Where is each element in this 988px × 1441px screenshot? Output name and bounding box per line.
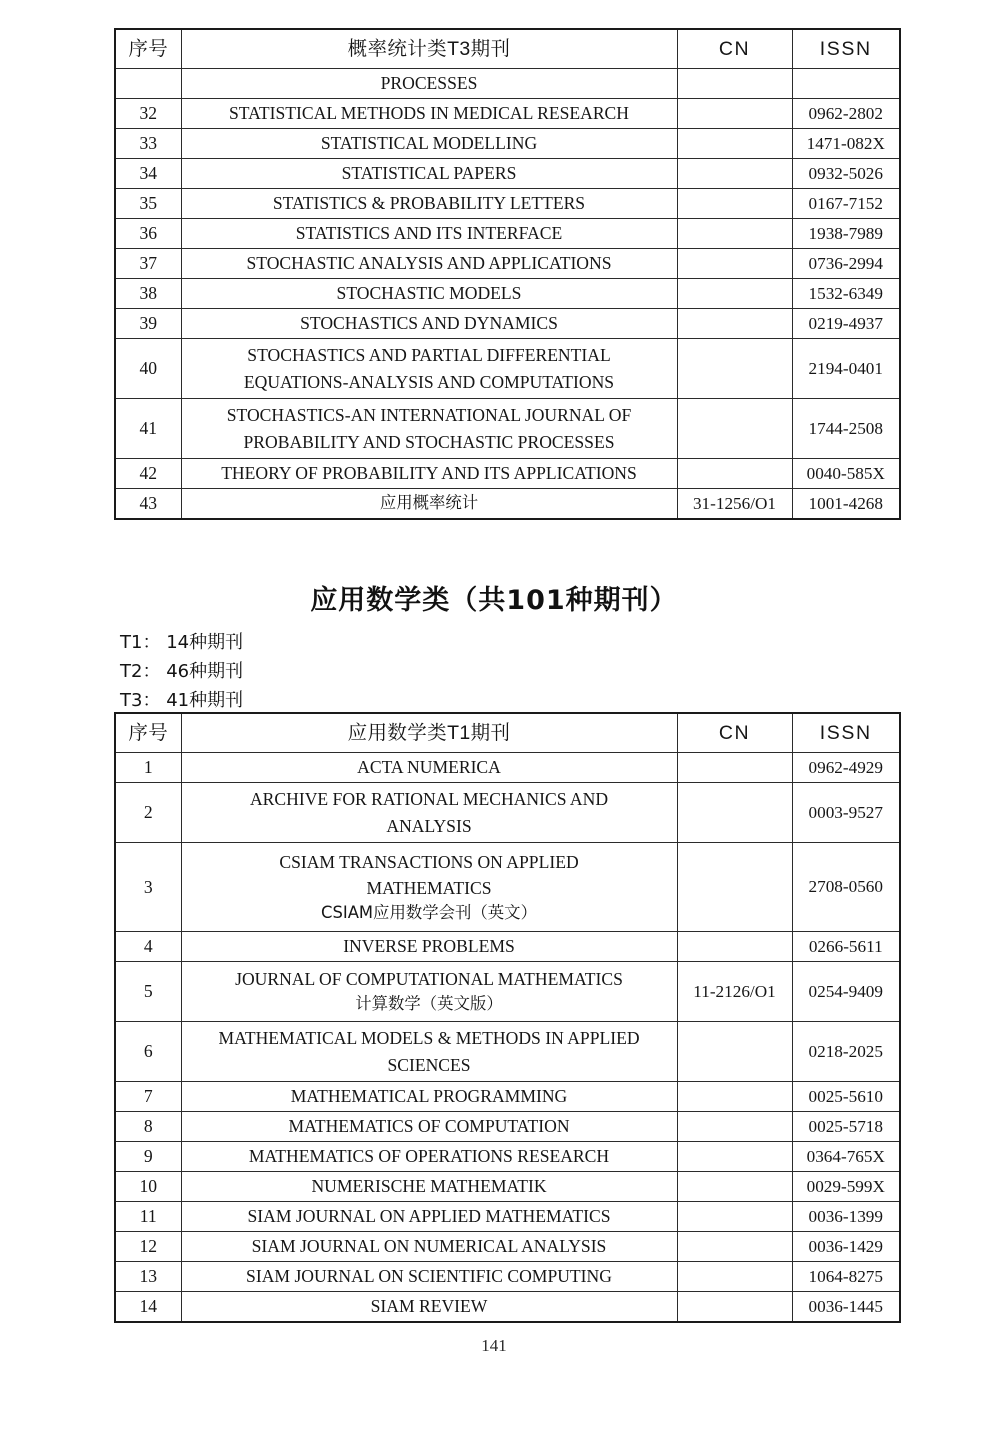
cell-issn-number: 0962-2802 — [792, 99, 900, 129]
cell-cn-number — [677, 1142, 792, 1172]
cell-journal-title — [181, 129, 677, 159]
cell-cn-number — [677, 219, 792, 249]
column-header-title: 概率统计类T3期刊 — [181, 29, 677, 69]
cell-cn-number — [677, 783, 792, 843]
cell-sequence-number: 36 — [115, 219, 181, 249]
journal-title-line: MATHEMATICS — [366, 877, 492, 898]
cell-issn-number: 0036-1445 — [792, 1292, 900, 1322]
cell-cn-number: 31-1256/O1 — [677, 489, 792, 519]
journal-title-line: STATISTICAL PAPERS — [341, 163, 517, 184]
table-row — [115, 309, 900, 339]
tier-count: 46种期刊 — [166, 661, 244, 682]
journal-title-line: STOCHASTICS AND DYNAMICS — [300, 313, 558, 334]
tier-label: T1： — [120, 632, 161, 653]
cell-issn-number: 1938-7989 — [792, 219, 900, 249]
journal-title-line: 应用概率统计 — [379, 493, 479, 513]
journal-title-line: ACTA NUMERICA — [357, 757, 501, 778]
cell-journal-title — [181, 962, 677, 1022]
journal-title-line: STATISTICS & PROBABILITY LETTERS — [272, 193, 586, 214]
journal-title-line: PROCESSES — [380, 73, 478, 94]
journal-title-line: STOCHASTICS AND PARTIAL DIFFERENTIAL — [247, 345, 611, 366]
cell-sequence-number: 33 — [115, 129, 181, 159]
tier-summary-item — [120, 657, 243, 686]
cell-journal-title — [181, 249, 677, 279]
journal-title-line: STATISTICS AND ITS INTERFACE — [295, 223, 563, 244]
cell-cn-number — [677, 1082, 792, 1112]
cell-sequence-number: 39 — [115, 309, 181, 339]
column-header-issn: ISSN — [792, 29, 900, 69]
cell-cn-number — [677, 1172, 792, 1202]
journal-title-line: NUMERISCHE MATHEMATIK — [311, 1176, 547, 1197]
table-row — [115, 1112, 900, 1142]
cell-cn-number — [677, 843, 792, 932]
cell-issn-number: 0932-5026 — [792, 159, 900, 189]
cell-journal-title — [181, 219, 677, 249]
cell-issn-number: 1471-082X — [792, 129, 900, 159]
cell-journal-title — [181, 339, 677, 399]
tier-count: 41种期刊 — [166, 690, 244, 711]
cell-journal-title — [181, 459, 677, 489]
cell-cn-number — [677, 189, 792, 219]
cell-journal-title — [181, 843, 677, 932]
cell-journal-title — [181, 69, 677, 99]
table-row — [115, 399, 900, 459]
section-heading: 应用数学类（共101种期刊） — [310, 585, 678, 616]
cell-cn-number — [677, 1112, 792, 1142]
cell-journal-title — [181, 1082, 677, 1112]
cell-sequence-number: 11 — [115, 1202, 181, 1232]
table-row — [115, 1292, 900, 1322]
cell-sequence-number: 42 — [115, 459, 181, 489]
cell-journal-title — [181, 1232, 677, 1262]
cell-issn-number — [792, 69, 900, 99]
cell-cn-number — [677, 69, 792, 99]
table-row — [115, 219, 900, 249]
cell-issn-number: 0003-9527 — [792, 783, 900, 843]
cell-sequence-number: 3 — [115, 843, 181, 932]
applied-mathematics-t1-table — [114, 712, 901, 1323]
cell-cn-number — [677, 249, 792, 279]
tier-count: 14种期刊 — [166, 632, 244, 653]
journal-title-line: STOCHASTIC ANALYSIS AND APPLICATIONS — [246, 253, 612, 274]
journal-title-line: THEORY OF PROBABILITY AND ITS APPLICATIONS — [221, 463, 637, 484]
tier-summary-item — [120, 628, 243, 657]
table-row — [115, 962, 900, 1022]
journal-title-line: MATHEMATICAL MODELS & METHODS IN APPLIED — [218, 1028, 640, 1049]
cell-issn-number: 2708-0560 — [792, 843, 900, 932]
column-header-title: 应用数学类T1期刊 — [181, 713, 677, 753]
applied-mathematics-t1-table-body — [115, 753, 900, 1322]
cell-cn-number — [677, 159, 792, 189]
cell-cn-number — [677, 1022, 792, 1082]
cell-issn-number: 0167-7152 — [792, 189, 900, 219]
journal-title-line: STATISTICAL MODELLING — [320, 133, 538, 154]
cell-journal-title — [181, 489, 677, 519]
cell-issn-number: 0025-5610 — [792, 1082, 900, 1112]
cell-sequence-number: 35 — [115, 189, 181, 219]
cell-sequence-number: 41 — [115, 399, 181, 459]
table-row — [115, 1232, 900, 1262]
journal-title-line: SIAM JOURNAL ON SCIENTIFIC COMPUTING — [246, 1266, 612, 1287]
table-row — [115, 1082, 900, 1112]
probability-statistics-t3-table-body — [115, 69, 900, 519]
cell-issn-number: 0736-2994 — [792, 249, 900, 279]
cell-sequence-number: 40 — [115, 339, 181, 399]
cell-issn-number: 0029-599X — [792, 1172, 900, 1202]
cell-cn-number — [677, 1202, 792, 1232]
table-row — [115, 1142, 900, 1172]
cell-issn-number: 2194-0401 — [792, 339, 900, 399]
table-row — [115, 189, 900, 219]
cell-journal-title — [181, 99, 677, 129]
journal-title-line: STATISTICAL METHODS IN MEDICAL RESEARCH — [229, 103, 629, 124]
cell-sequence-number: 1 — [115, 753, 181, 783]
cell-issn-number: 0254-9409 — [792, 962, 900, 1022]
cell-cn-number — [677, 1292, 792, 1322]
cell-sequence-number: 9 — [115, 1142, 181, 1172]
journal-title-line: SCIENCES — [387, 1054, 471, 1075]
cell-issn-number: 0040-585X — [792, 459, 900, 489]
cell-sequence-number: 10 — [115, 1172, 181, 1202]
cell-issn-number: 0025-5718 — [792, 1112, 900, 1142]
cell-journal-title — [181, 1112, 677, 1142]
table-row — [115, 1262, 900, 1292]
cell-journal-title — [181, 399, 677, 459]
tier-label: T2： — [120, 661, 161, 682]
column-header-issn: ISSN — [792, 713, 900, 753]
table-row — [115, 489, 900, 519]
cell-journal-title — [181, 309, 677, 339]
table-row — [115, 129, 900, 159]
probability-statistics-t3-table-container — [114, 28, 901, 520]
cell-sequence-number: 2 — [115, 783, 181, 843]
column-header-seq: 序号 — [115, 713, 181, 753]
table-row — [115, 339, 900, 399]
cell-journal-title — [181, 189, 677, 219]
column-header-cn: CN — [677, 29, 792, 69]
tier-summary-item — [120, 686, 243, 715]
cell-issn-number: 0218-2025 — [792, 1022, 900, 1082]
cell-cn-number — [677, 1262, 792, 1292]
table-header-row — [115, 713, 900, 753]
cell-sequence-number: 4 — [115, 932, 181, 962]
cell-cn-number: 11-2126/O1 — [677, 962, 792, 1022]
cell-issn-number: 0364-765X — [792, 1142, 900, 1172]
table-row — [115, 159, 900, 189]
journal-title-line: STOCHASTIC MODELS — [336, 283, 522, 304]
cell-journal-title — [181, 1262, 677, 1292]
page-number: 141 — [481, 1336, 507, 1355]
table-row — [115, 783, 900, 843]
cell-sequence-number: 8 — [115, 1112, 181, 1142]
cell-cn-number — [677, 129, 792, 159]
table-row — [115, 1202, 900, 1232]
cell-cn-number — [677, 279, 792, 309]
cell-cn-number — [677, 1232, 792, 1262]
table-row — [115, 69, 900, 99]
journal-title-line: INVERSE PROBLEMS — [343, 936, 515, 957]
cell-sequence-number: 5 — [115, 962, 181, 1022]
cell-sequence-number — [115, 69, 181, 99]
cell-issn-number: 0036-1399 — [792, 1202, 900, 1232]
table-row — [115, 99, 900, 129]
cell-journal-title — [181, 1202, 677, 1232]
journal-title-line: EQUATIONS-ANALYSIS AND COMPUTATIONS — [243, 371, 615, 392]
cell-journal-title — [181, 932, 677, 962]
tier-label: T3： — [120, 690, 161, 711]
journal-title-line: ARCHIVE FOR RATIONAL MECHANICS AND — [249, 789, 609, 810]
cell-issn-number: 0036-1429 — [792, 1232, 900, 1262]
cell-sequence-number: 12 — [115, 1232, 181, 1262]
cell-issn-number: 1001-4268 — [792, 489, 900, 519]
table-row — [115, 1172, 900, 1202]
cell-cn-number — [677, 459, 792, 489]
cell-issn-number: 0962-4929 — [792, 753, 900, 783]
cell-cn-number — [677, 339, 792, 399]
cell-journal-title — [181, 1142, 677, 1172]
journal-title-line: CSIAM应用数学会刊（英文） — [321, 902, 537, 922]
table-row — [115, 279, 900, 309]
cell-issn-number: 1744-2508 — [792, 399, 900, 459]
cell-journal-title — [181, 753, 677, 783]
tier-summary-list — [120, 628, 243, 715]
cell-issn-number: 1532-6349 — [792, 279, 900, 309]
cell-sequence-number: 7 — [115, 1082, 181, 1112]
cell-sequence-number: 6 — [115, 1022, 181, 1082]
journal-title-line: SIAM REVIEW — [370, 1296, 488, 1317]
table-row — [115, 249, 900, 279]
journal-title-line: PROBABILITY AND STOCHASTIC PROCESSES — [243, 431, 615, 452]
cell-issn-number: 0219-4937 — [792, 309, 900, 339]
journal-title-line: MATHEMATICS OF OPERATIONS RESEARCH — [248, 1146, 610, 1167]
cell-sequence-number: 14 — [115, 1292, 181, 1322]
journal-title-line: MATHEMATICS OF COMPUTATION — [288, 1116, 570, 1137]
journal-title-line: 计算数学（英文版） — [355, 994, 503, 1014]
table-row — [115, 753, 900, 783]
cell-sequence-number: 13 — [115, 1262, 181, 1292]
cell-sequence-number: 38 — [115, 279, 181, 309]
journal-title-line: JOURNAL OF COMPUTATIONAL MATHEMATICS — [235, 969, 623, 990]
cell-cn-number — [677, 753, 792, 783]
cell-sequence-number: 43 — [115, 489, 181, 519]
cell-cn-number — [677, 99, 792, 129]
journal-title-line: CSIAM TRANSACTIONS ON APPLIED — [279, 851, 579, 872]
cell-journal-title — [181, 1172, 677, 1202]
cell-cn-number — [677, 309, 792, 339]
cell-issn-number: 1064-8275 — [792, 1262, 900, 1292]
table-header-row — [115, 29, 900, 69]
column-header-cn: CN — [677, 713, 792, 753]
journal-title-line: SIAM JOURNAL ON APPLIED MATHEMATICS — [247, 1206, 611, 1227]
cell-journal-title — [181, 1292, 677, 1322]
journal-title-line: ANALYSIS — [386, 815, 472, 836]
table-row — [115, 1022, 900, 1082]
cell-sequence-number: 34 — [115, 159, 181, 189]
cell-issn-number: 0266-5611 — [792, 932, 900, 962]
cell-journal-title — [181, 279, 677, 309]
cell-cn-number — [677, 932, 792, 962]
journal-title-line: STOCHASTICS-AN INTERNATIONAL JOURNAL OF — [226, 405, 632, 426]
cell-journal-title — [181, 783, 677, 843]
probability-statistics-t3-table — [114, 28, 901, 520]
cell-journal-title — [181, 1022, 677, 1082]
cell-sequence-number: 37 — [115, 249, 181, 279]
table-row — [115, 843, 900, 932]
cell-cn-number — [677, 399, 792, 459]
table-row — [115, 459, 900, 489]
table-row — [115, 932, 900, 962]
cell-sequence-number: 32 — [115, 99, 181, 129]
applied-mathematics-t1-table-container — [114, 712, 901, 1323]
cell-journal-title — [181, 159, 677, 189]
column-header-seq: 序号 — [115, 29, 181, 69]
journal-title-line: SIAM JOURNAL ON NUMERICAL ANALYSIS — [251, 1236, 607, 1257]
journal-title-line: MATHEMATICAL PROGRAMMING — [290, 1086, 568, 1107]
